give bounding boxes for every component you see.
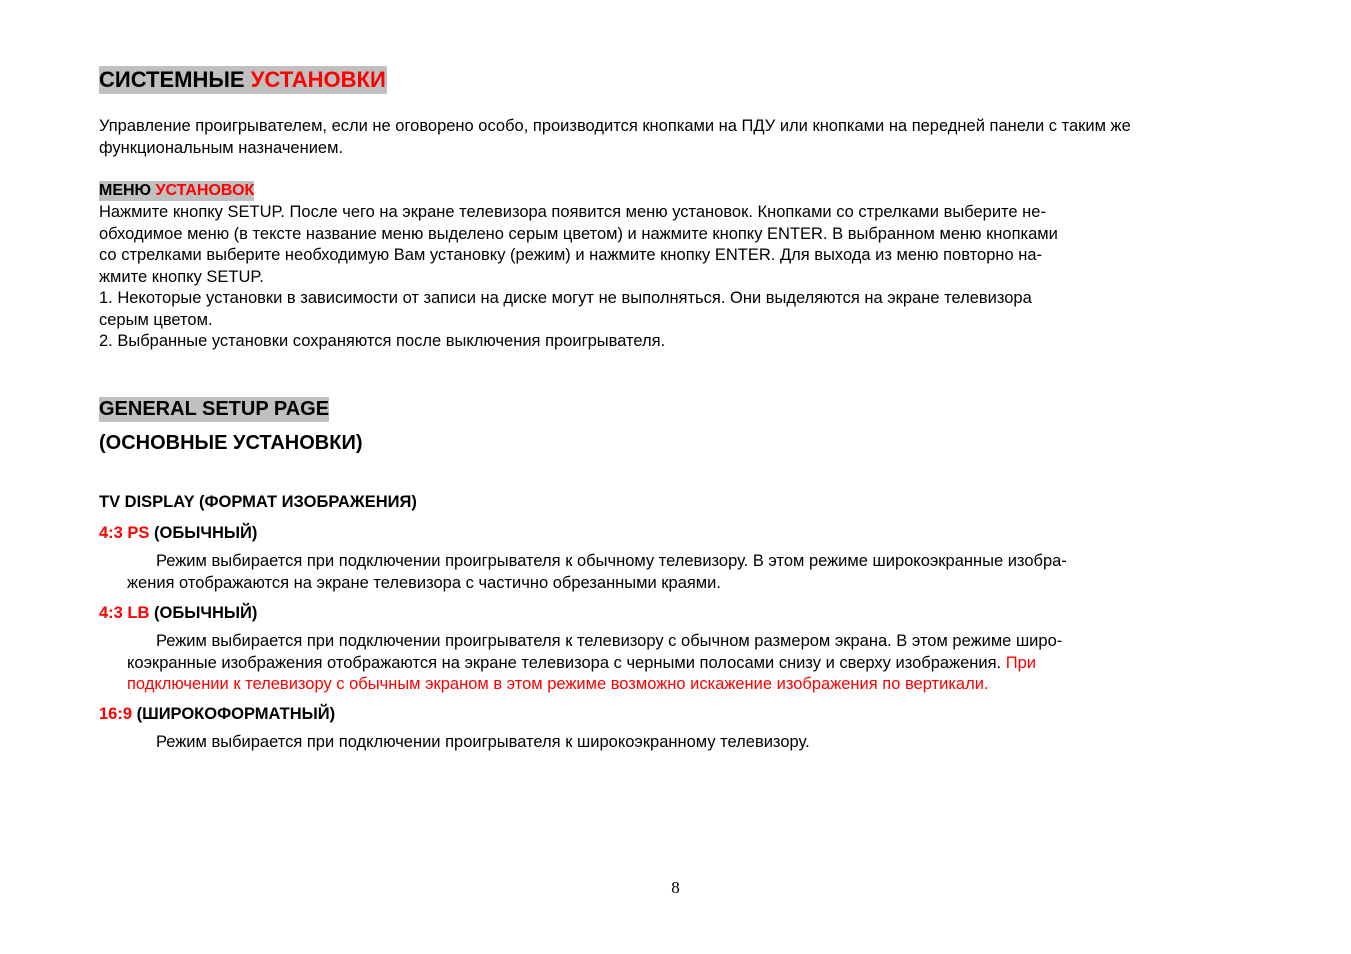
intro-paragraph: Управление проигрывателем, если не оговорено особо, производится кнопками на ПДУ или кнопками на передней панели с таким же функциональным назначением.: [99, 117, 1131, 157]
menu-heading: [99, 181, 254, 201]
mode-code: 4:3 PS: [99, 524, 150, 542]
mode-heading-4-3-ps: [99, 523, 257, 544]
mode-label: (ОБЫЧНЫЙ): [149, 604, 258, 622]
mode-code: 4:3 LB: [99, 604, 150, 622]
menu-note: 2. Выбранные установки сохраняются после выключения проигрывателя.: [99, 332, 666, 350]
mode-description-4-3-ps: [127, 551, 1205, 594]
mode-warning: подключении к телевизору с обычным экраном в этом режиме возможно искажение изображения по вертикали.: [127, 675, 989, 693]
menu-line: обходимое меню (в тексте название меню выделено серым цветом) и нажмите кнопку ENTER. В выбранном меню кнопками: [99, 224, 1058, 243]
menu-line: жмите кнопку SETUP.: [99, 267, 264, 286]
general-setup-subtitle: (ОСНОВНЫЕ УСТАНОВКИ): [99, 432, 363, 454]
mode-description-16-9: [127, 732, 1205, 754]
mode-desc-line: Режим выбирается при подключении проигрывателя к обычному телевизору. В этом режиме широкоэкранные изобра-: [156, 552, 1067, 570]
mode-heading-4-3-lb: [99, 603, 257, 624]
mode-desc-line: Режим выбирается при подключении проигрывателя к широкоэкранному телевизору.: [156, 733, 810, 751]
mode-code: 16:9: [99, 705, 133, 723]
page-title: [99, 66, 387, 94]
mode-desc-line: жения отображаются на экране телевизора с частично обрезанными краями.: [127, 573, 721, 592]
mode-heading-16-9: [99, 704, 335, 725]
mode-description-4-3-lb: [127, 631, 1205, 696]
menu-heading-part1: МЕНЮ: [99, 182, 156, 199]
page-number: 8: [671, 878, 680, 897]
mode-desc-line: Режим выбирается при подключении проигрывателя к телевизору с обычном размером экрана. В этом режиме широ-: [156, 632, 1063, 650]
tv-display-heading: TV DISPLAY (ФОРМАТ ИЗОБРАЖЕНИЯ): [99, 493, 417, 511]
page-title-part1: СИСТЕМНЫЕ: [99, 67, 251, 92]
menu-note: 1. Некоторые установки в зависимости от записи на диске могут не выполняться. Они выделяются на экране телевизора: [99, 289, 1032, 307]
general-setup-title: GENERAL SETUP PAGE: [99, 398, 330, 420]
menu-note: серым цветом.: [99, 310, 213, 329]
menu-heading-part2: УСТАНОВОК: [155, 182, 255, 199]
menu-line: Нажмите кнопку SETUP. После чего на экране телевизора появится меню установок. Кнопками со стрелками выберите не-: [99, 203, 1046, 221]
mode-label: (ШИРОКОФОРМАТНЫЙ): [132, 705, 336, 723]
mode-desc-line: коэкранные изображения отображаются на экране телевизора с черными полосами снизу и сверху изображения.: [127, 653, 1006, 672]
menu-instructions: [99, 202, 1204, 353]
mode-warning-start: При: [1005, 653, 1036, 672]
page-title-part2: УСТАНОВКИ: [250, 67, 386, 92]
mode-label: (ОБЫЧНЫЙ): [149, 524, 258, 542]
menu-line: со стрелками выберите необходимую Вам установку (режим) и нажмите кнопку ENTER. Для выхода из меню повторно на-: [99, 246, 1043, 264]
